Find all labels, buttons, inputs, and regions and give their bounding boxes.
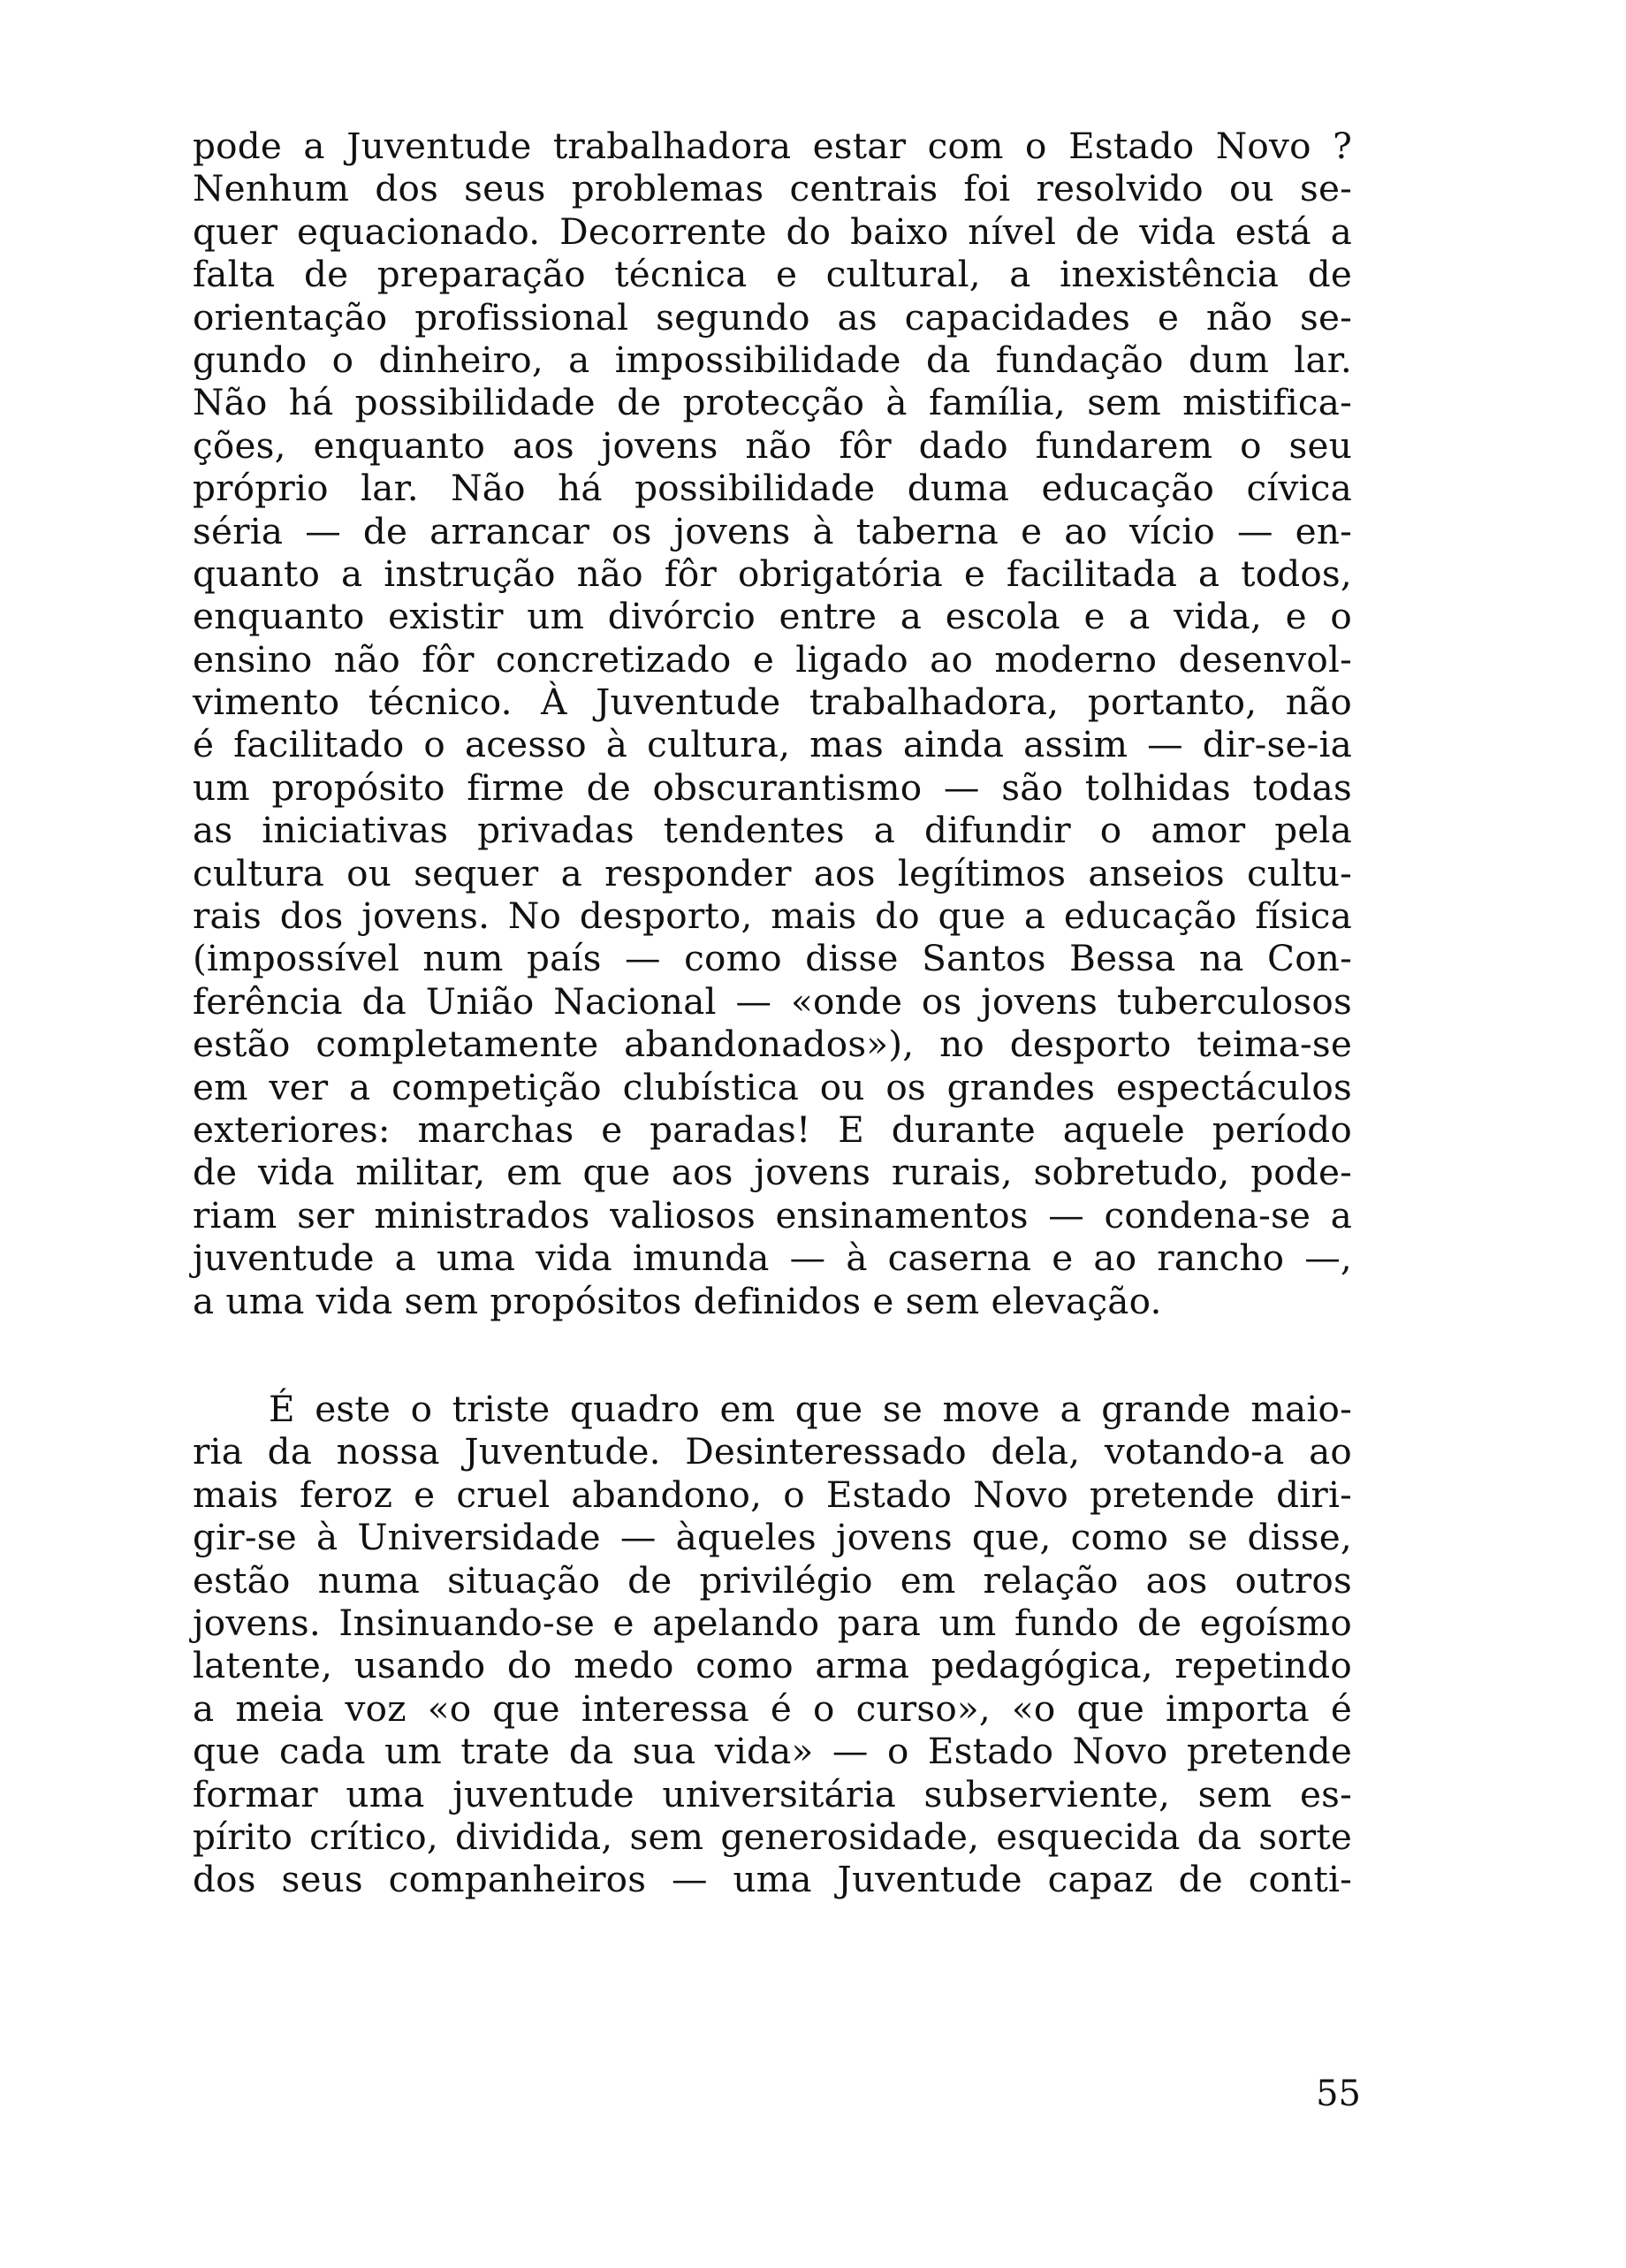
text-line: ções, enquanto aos jovens não fôr dado fundarem o seu xyxy=(193,423,1352,467)
text-line: ria da nossa Juventude. Desinteressado dela, votando-a ao xyxy=(193,1430,1352,1473)
text-line: gir-se à Universidade — àqueles jovens que, como se disse, xyxy=(193,1516,1352,1559)
text-line: séria — de arrancar os jovens à taberna e ao vício — en- xyxy=(193,509,1352,552)
text-line: orientação profissional segundo as capacidades e não se- xyxy=(193,295,1352,339)
text-line: que cada um trate da sua vida» — o Estado Novo pretende xyxy=(193,1730,1352,1773)
text-line: cultura ou sequer a responder aos legítimos anseios cultu- xyxy=(193,851,1352,894)
text-line: ferência da União Nacional — «onde os jovens tuberculosos xyxy=(193,979,1352,1023)
text-line: estão completamente abandonados»), no desporto teima-se xyxy=(193,1023,1352,1066)
text-line: latente, usando do medo como arma pedagógica, repetindo xyxy=(193,1644,1352,1687)
text-line: falta de preparação técnica e cultural, a inexistência de xyxy=(193,253,1352,296)
text-line: gundo o dinheiro, a impossibilidade da fundação dum lar. xyxy=(193,338,1352,381)
text-line: É este o triste quadro em que se move a grande maio- xyxy=(269,1388,1352,1430)
text-line: vimento técnico. À Juventude trabalhadora, portanto, não xyxy=(193,681,1352,724)
text-line: Nenhum dos seus problemas centrais foi resolvido ou se- xyxy=(193,167,1352,210)
text-line: um propósito firme de obscurantismo — são tolhidas todas xyxy=(193,765,1352,809)
text-line: as iniciativas privadas tendentes a difundir o amor pela xyxy=(193,809,1352,852)
text-line: enquanto existir um divórcio entre a escola e a vida, e o xyxy=(193,595,1352,638)
text-line: exteriores: marchas e paradas! E durante aquele período xyxy=(193,1107,1352,1151)
text-line: dos seus companheiros — uma Juventude capaz de conti- xyxy=(193,1858,1352,1901)
text-line: próprio lar. Não há possibilidade duma educação cívica xyxy=(193,467,1352,510)
text-line: em ver a competição clubística ou os grandes espectáculos xyxy=(193,1065,1352,1108)
text-line: formar uma juventude universitária subserviente, sem es- xyxy=(193,1772,1352,1815)
text-line: mais feroz e cruel abandono, o Estado Novo pretende diri- xyxy=(193,1473,1352,1516)
paragraph-2 xyxy=(193,1388,1352,1901)
text-line: rais dos jovens. No desporto, mais do que a educação física xyxy=(193,894,1352,938)
text-line: riam ser ministrados valiosos ensinamentos — condena-se a xyxy=(193,1193,1352,1237)
text-line: jovens. Insinuando-se e apelando para um fundo de egoísmo xyxy=(193,1601,1352,1644)
text-line: pode a Juventude trabalhadora estar com o Estado Novo ? xyxy=(193,125,1352,167)
text-line: pírito crítico, dividida, sem generosidade, esquecida da sorte xyxy=(193,1815,1352,1858)
text-line: quer equacionado. Decorrente do baixo nível de vida está a xyxy=(193,209,1352,253)
paragraph-1 xyxy=(193,125,1352,1322)
text-line: quanto a instrução não fôr obrigatória e facilitada a todos, xyxy=(193,552,1352,595)
page-number: 55 xyxy=(1316,2074,1361,2114)
text-line: a uma vida sem propósitos definidos e sem elevação. xyxy=(193,1279,1162,1322)
text-line: juventude a uma vida imunda — à caserna e ao rancho —, xyxy=(193,1237,1352,1280)
text-line: (impossível num país — como disse Santos Bessa na Con- xyxy=(193,937,1352,980)
text-line: ensino não fôr concretizado e ligado ao moderno desenvol- xyxy=(193,637,1352,681)
text-line: de vida militar, em que aos jovens rurais, sobretudo, pode- xyxy=(193,1151,1352,1194)
text-line: Não há possibilidade de protecção à família, sem mistifica- xyxy=(193,381,1352,424)
text-line: a meia voz «o que interessa é o curso», «o que importa é xyxy=(193,1686,1352,1730)
text-line: é facilitado o acesso à cultura, mas ainda assim — dir-se-ia xyxy=(193,723,1352,766)
text-line: estão numa situação de privilégio em relação aos outros xyxy=(193,1558,1352,1602)
